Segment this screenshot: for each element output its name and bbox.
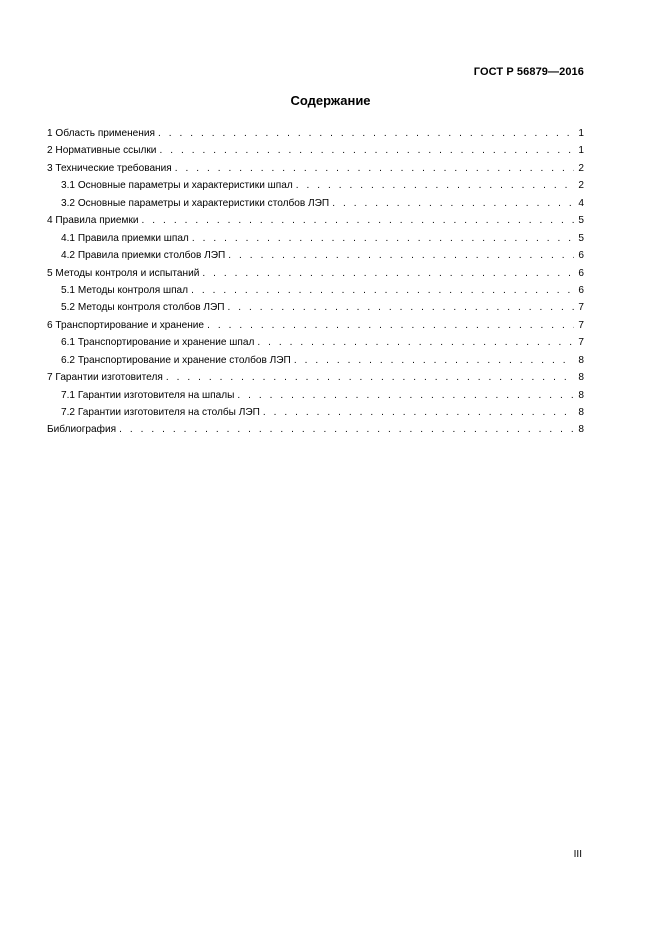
toc-entry-page: 4 [578,197,584,209]
toc-entry-page: 5 [578,232,584,244]
toc-entry[interactable] [47,212,584,229]
toc-entry-page: 6 [578,284,584,296]
toc-entry[interactable] [47,247,584,264]
toc-dot-leader [158,125,574,142]
toc-entry-page: 5 [578,215,584,227]
toc-entry-label: 6.1 Транспортирование и хранение шпал [61,337,255,349]
toc-dot-leader [192,230,575,247]
toc-entry-page: 7 [578,302,584,314]
toc-title: Содержание [290,93,371,108]
toc-entry-label: 1 Область применения [47,128,155,139]
toc-entry-page: 8 [578,372,584,384]
toc-entry[interactable] [47,125,584,142]
toc-entry[interactable] [47,265,584,282]
toc-dot-leader [228,247,574,264]
toc-entry-page: 2 [578,180,584,192]
toc-entry[interactable] [47,195,584,212]
toc-entry[interactable] [47,160,584,177]
toc-entry-page: 8 [578,354,584,366]
toc-entry-page: 1 [578,128,584,139]
toc-dot-leader [119,421,574,438]
toc-entry-label: 5.2 Методы контроля столбов ЛЭП [61,302,225,314]
toc-entry-page: 8 [578,407,584,418]
toc-dot-leader [294,352,575,369]
toc-dot-leader [237,387,574,404]
toc-entry-label: 2 Нормативные ссылки [47,145,157,157]
toc-dot-leader [191,282,574,299]
table-of-contents [47,125,584,439]
toc-dot-leader [332,195,574,212]
toc-entry-page: 6 [578,250,584,262]
toc-entry-label: 5.1 Методы контроля шпал [61,284,189,296]
toc-dot-leader [166,369,575,386]
toc-entry-page: 8 [578,389,584,401]
toc-entry[interactable] [47,230,584,247]
toc-entry-label: 4 Правила приемки [47,215,139,227]
toc-dot-leader [207,317,574,334]
standard-number: ГОСТ Р 56879—2016 [473,66,584,78]
toc-entry-page: 7 [578,337,584,349]
toc-entry[interactable] [47,404,584,421]
toc-entry-label: 6.2 Транспортирование и хранение столбов ЛЭП [61,354,291,366]
toc-entry[interactable] [47,387,584,404]
toc-entry[interactable] [47,334,584,351]
toc-entry-label: 7 Гарантии изготовителя [47,372,163,384]
toc-entry-label: 4.2 Правила приемки столбов ЛЭП [61,250,226,262]
toc-dot-leader [296,177,575,194]
toc-entry[interactable] [47,177,584,194]
toc-entry-page: 7 [578,319,584,331]
toc-entry-label: 3.2 Основные параметры и характеристики столбов ЛЭП [61,197,330,209]
toc-entry-label: 3.1 Основные параметры и характеристики шпал [61,180,293,192]
toc-entry[interactable] [47,317,584,334]
toc-dot-leader [142,212,575,229]
page-number: III [573,849,582,860]
toc-entry[interactable] [47,142,584,159]
toc-entry-label: 4.1 Правила приемки шпал [61,232,189,244]
toc-entry-label: 3 Технические требования [47,162,172,174]
toc-dot-leader [202,265,574,282]
toc-entry[interactable] [47,352,584,369]
toc-entry-label: Библиография [47,424,117,436]
toc-entry-label: 6 Транспортирование и хранение [47,319,205,331]
toc-entry-label: 7.1 Гарантии изготовителя на шпалы [61,389,235,401]
toc-entry-label: 5 Методы контроля и испытаний [47,267,200,279]
toc-entry-page: 8 [578,424,584,436]
toc-dot-leader [263,404,575,421]
toc-dot-leader [175,160,575,177]
toc-dot-leader [228,299,575,316]
toc-entry[interactable] [47,421,584,438]
toc-dot-leader [159,142,574,159]
toc-entry[interactable] [47,282,584,299]
toc-entry[interactable] [47,369,584,386]
toc-entry[interactable] [47,299,584,316]
toc-entry-page: 6 [578,267,584,279]
toc-entry-label: 7.2 Гарантии изготовителя на столбы ЛЭП [61,407,260,418]
toc-entry-page: 2 [578,162,584,174]
toc-entry-page: 1 [578,145,584,157]
toc-dot-leader [257,334,574,351]
